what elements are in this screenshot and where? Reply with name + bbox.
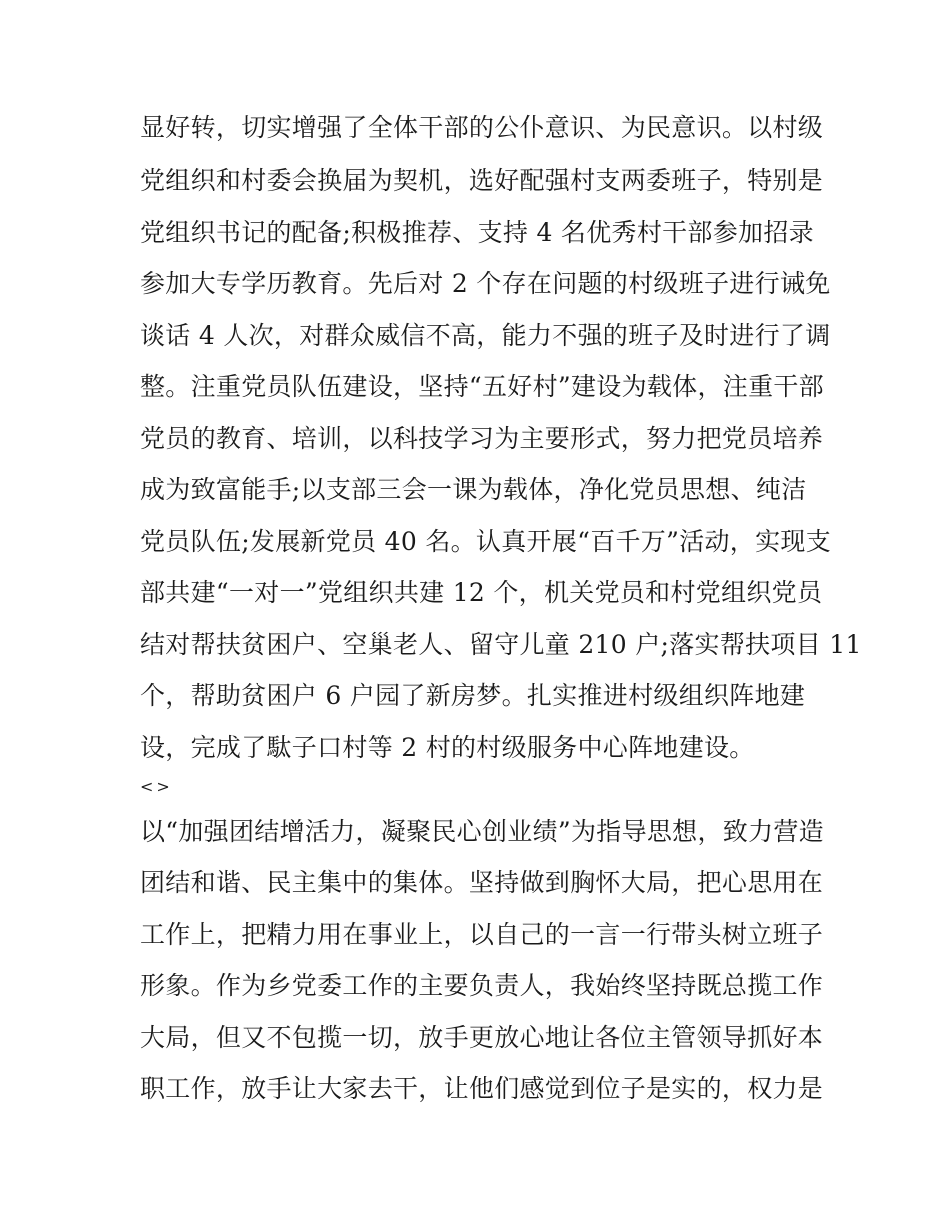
paragraph-1-line-2: 党组织和村委会换届为契机，选好配强村支两委班子，特别是 [140,166,824,195]
paragraph-1-line-3: 党组织书记的配备;积极推荐、支持 4 名优秀村干部参加招录 [140,218,814,247]
paragraph-1-line-9: 党员队伍;发展新党员 40 名。认真开展“百千万”活动，实现支 [140,527,831,556]
paragraph-1-line-4: 参加大专学历教育。先后对 2 个存在问题的村级班子进行诫免 [140,269,831,298]
paragraph-2-line-6: 职工作，放手让大家去干，让他们感觉到位子是实的，权力是 [140,1074,824,1103]
paragraph-1-line-11: 结对帮扶贫困户、空巢老人、留守儿童 210 户;落实帮扶项目 11 [140,630,862,659]
paragraph-2-line-3: 工作上，把精力用在事业上，以自己的一言一行带头树立班子 [140,920,824,949]
paragraph-2-line-4: 形象。作为乡党委工作的主要负责人，我始终坚持既总揽工作 [140,971,824,1000]
paragraph-1-line-6: 整。注重党员队伍建设，坚持“五好村”建设为载体，注重干部 [140,372,824,401]
paragraph-2-line-5: 大局，但又不包揽一切，放手更放心地让各位主管领导抓好本 [140,1023,824,1052]
paragraph-2-line-2: 团结和谐、民主集中的集体。坚持做到胸怀大局，把心思用在 [140,868,824,897]
paragraph-1-line-10: 部共建“一对一”党组织共建 12 个，机关党员和村党组织党员 [140,578,823,607]
paragraph-1-line-13: 设，完成了駄子口村等 2 村的村级服务中心阵地建设。 [140,733,755,762]
paragraph-1-line-5: 谈话 4 人次，对群众威信不高，能力不强的班子及时进行了调 [140,321,831,350]
paragraph-1-line-8: 成为致富能手;以支部三会一课为载体，净化党员思想、纯洁 [140,475,807,504]
paragraph-1-line-1: 显好转，切实增强了全体干部的公仆意识、为民意识。以村级 [140,113,824,142]
paragraph-1-line-12: 个，帮助贫困户 6 户园了新房梦。扎实推进村级组织阵地建 [140,681,806,710]
section-marker: <> [140,777,173,796]
paragraph-2-line-1: 以“加强团结增活力，凝聚民心创业绩”为指导思想，致力营造 [140,817,824,846]
paragraph-1-line-7: 党员的教育、培训，以科技学习为主要形式，努力把党员培养 [140,424,824,453]
